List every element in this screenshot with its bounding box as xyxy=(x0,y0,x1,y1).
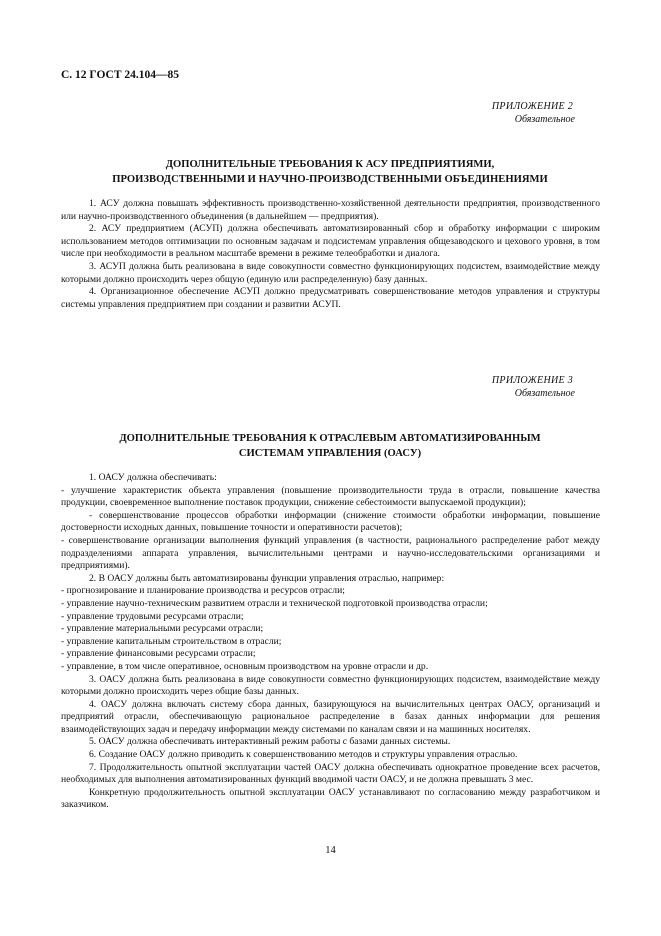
appendix-3-heading xyxy=(492,374,573,400)
appendix-3-paragraph: 2. В ОАСУ должны быть автоматизированы функции управления отраслью, например: xyxy=(89,572,445,584)
appendix-3-paragraph: 6. Создание ОАСУ должно приводить к совершенствованию методов и структуры управления отраслью. xyxy=(89,749,518,761)
appendix-2-paragraph: 1. АСУ должна повышать эффективность производственно-хозяйственной деятельности предприятия, производственного или научно-производственного объединения (в дальнейшем — предприятия). xyxy=(61,198,600,222)
page-header: С. 12 ГОСТ 24.104—85 xyxy=(61,69,180,81)
appendix-2-heading xyxy=(492,100,573,126)
appendix-2-paragraph: 4. Организационное обеспечение АСУП должно предусматривать совершенствование методов управления и структуры системы управления предприятием при создании и развитии АСУП. xyxy=(61,286,600,310)
appendix-2-title-line1: ДОПОЛНИТЕЛЬНЫЕ ТРЕБОВАНИЯ К АСУ ПРЕДПРИЯТИЯМИ, xyxy=(165,159,495,170)
appendix-2-paragraph: 2. АСУ предприятием (АСУП) должна обеспечивать автоматизированный сбор и обработку информации с широким использованием методов оптимизации по основным задачам и подсистемам управления общезаводского и цехового уровня, в том числе при необходимости в реальном масштабе времени в режиме телеобработки и диалога. xyxy=(61,223,600,260)
appendix-3-paragraph: - управление материальными ресурсами отрасли; xyxy=(61,623,264,635)
appendix-3-paragraph: - управление финансовыми ресурсами отрасли; xyxy=(61,648,256,660)
appendix-3-paragraph: - управление научно-техническим развитием отрасли и технической подготовкой производства отрасли; xyxy=(61,597,488,609)
appendix-2-body xyxy=(61,198,600,311)
appendix-3-paragraph: - совершенствование организации выполнения функций управления (в частности, рационального распределение работ между подразделениями аппарата управления, вычислительными центрами и научно-исследовательскими организациями и предприятиями). xyxy=(61,534,600,572)
appendix-3-paragraph: 1. ОАСУ должна обеспечивать: xyxy=(89,472,217,483)
appendix-3-paragraph: - управление трудовыми ресурсами отрасли; xyxy=(61,610,244,622)
appendix-3-body xyxy=(61,472,600,812)
page-number: 14 xyxy=(325,845,336,856)
appendix-3-label: ПРИЛОЖЕНИЕ 3 xyxy=(491,375,573,386)
appendix-2-status: Обязательное xyxy=(514,114,575,125)
appendix-2-title xyxy=(60,157,600,187)
appendix-3-status: Обязательное xyxy=(514,388,575,399)
appendix-3-paragraph: - совершенствование процессов обработки информации (снижение стоимости обработки информации, повышение достоверности исходных данных, повышение точности и оперативности расчетов); xyxy=(61,509,600,534)
appendix-3-paragraph: - прогнозирование и планирование производства и ресурсов отрасли; xyxy=(61,585,345,597)
appendix-3-title-line1: ДОПОЛНИТЕЛЬНЫЕ ТРЕБОВАНИЯ К ОТРАСЛЕВЫМ АВТОМАТИЗИРОВАННЫМ xyxy=(119,433,541,444)
appendix-3-paragraph: 3. ОАСУ должна быть реализована в виде совокупности совместно функционирующих подсистем, взаимодействие между которыми должно происходить через общие базы данных. xyxy=(61,673,600,698)
appendix-3-paragraph: - управление капитальным строительством в отрасли; xyxy=(61,635,282,647)
appendix-3-paragraph: 4. ОАСУ должна включать систему сбора данных, базирующуюся на вычислительных центрах ОАСУ, организаций и предприятий отрасли, обеспечивающую рациональное распределение в базах данных информации для решения взаимодействующих задач и передачу информации между системами по каналам связи и на машинных носителях. xyxy=(61,698,600,735)
appendix-3-paragraph: - улучшение характеристик объекта управления (повышение производительности труда в отрасли, повышение качества продукции, своевременное выполнение поставок продукции, снижение себестоимости выпускаемой продукции); xyxy=(61,484,600,509)
appendix-3-paragraph: 5. ОАСУ должна обеспечивать интерактивный режим работы с базами данных системы. xyxy=(89,736,451,748)
appendix-2-paragraph: 3. АСУП должна быть реализована в виде совокупности совместно функционирующих подсистем, взаимодействие между которыми должно происходить через общую (единую или распределенную) базу данных. xyxy=(61,260,600,285)
appendix-3-title-line2: СИСТЕМАМ УПРАВЛЕНИЯ (ОАСУ) xyxy=(238,448,422,459)
appendix-3-title xyxy=(60,431,600,461)
appendix-3-paragraph: - управление, в том числе оперативное, основным производством на уровне отрасли и др. xyxy=(61,660,429,672)
appendix-2-label: ПРИЛОЖЕНИЕ 2 xyxy=(491,101,573,112)
appendix-2-title-line2: ПРОИЗВОДСТВЕННЫМИ И НАУЧНО-ПРОИЗВОДСТВЕННЫМИ ОБЪЕДИНЕНИЯМИ xyxy=(112,174,548,185)
appendix-3-paragraph: Конкретную продолжительность опытной эксплуатации ОАСУ устанавливают по согласованию между разработчиком и заказчиком. xyxy=(61,786,600,811)
appendix-3-paragraph: 7. Продолжительность опытной эксплуатации частей ОАСУ должна обеспечивать однократное проведение всех расчетов, необходимых для выполнения автоматизированных функций вводимой части ОАСУ, и не должна превышать 3 мес. xyxy=(61,761,600,786)
